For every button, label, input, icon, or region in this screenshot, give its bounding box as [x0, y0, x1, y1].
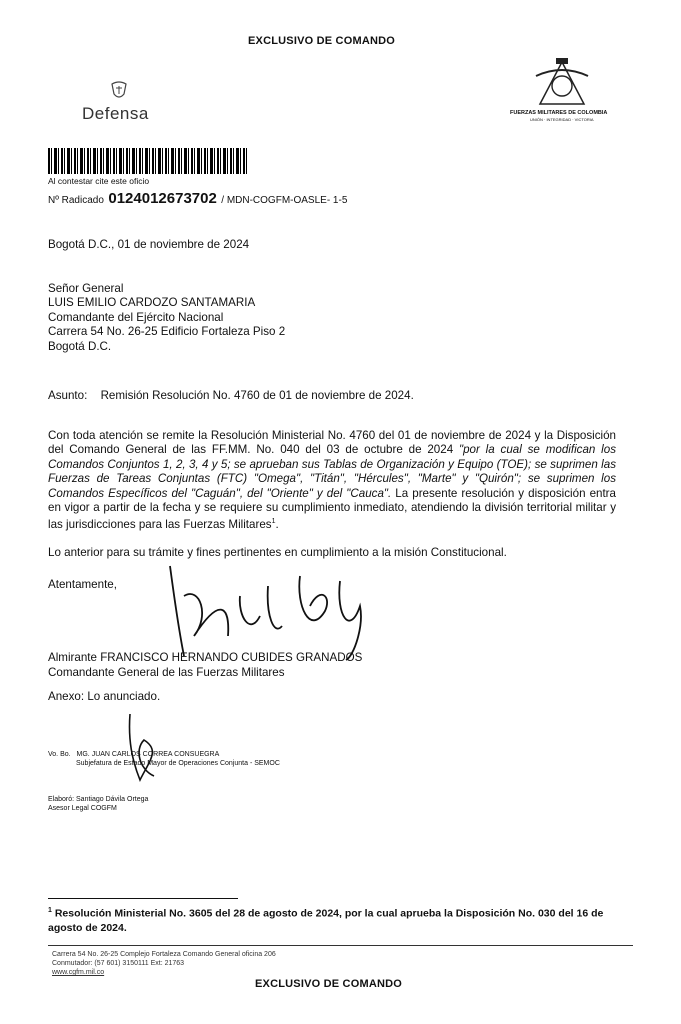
- annex-line: Anexo: Lo anunciado.: [48, 690, 161, 703]
- handwritten-signature: [150, 556, 380, 662]
- footer-contact: [52, 950, 276, 977]
- body-text-a: Con toda atención se remite la Resolución Ministerial No. 4760 del 01 de noviembre de 2024 y la Disposición del Comando General de las FF.MM. No. 040 del 03 de octubre de 2024: [48, 429, 616, 457]
- signer-title: Comandante General de las Fuerzas Militares: [48, 666, 285, 679]
- recipient-address: Carrera 54 No. 26-25 Edificio Fortaleza Piso 2: [48, 325, 286, 339]
- elaboro-title: Asesor Legal COGFM: [48, 805, 117, 812]
- footer-address: Carrera 54 No. 26-25 Complejo Fortaleza Comando General oficina 206: [52, 951, 276, 958]
- body-paragraph-2: Lo anterior para su trámite y fines pertinentes en cumplimiento a la misión Constitucional.: [48, 546, 507, 559]
- radicado-line: [48, 190, 347, 208]
- body-text-b: La presente resolución y disposición entra en vigor a partir de la fecha y se requiere su cumplimiento inmediato, atendiendo la división territorial militar y las jurisdicciones para las Fuerzas Militares: [48, 486, 616, 532]
- vobo-name: MG. JUAN CARLOS CORREA CONSUEGRA: [76, 751, 220, 758]
- body-paragraph-1: [48, 429, 616, 533]
- recipient-name: LUIS EMILIO CARDOZO SANTAMARIA: [48, 296, 256, 310]
- subject-line: [48, 389, 414, 403]
- body-text-italic: "por la cual se modifican los Comandos Conjuntos 1, 2, 3, 4 y 5; se aprueban sus Tablas de Organización y Equipo (TOE); se suprimen las Fuerzas de Tareas Conjuntas (FTC) "Omega", "Titán", "Hércules", "Marte" y "Quirón"; se suprimen los Comandos Específicos del "Caguán", del "Oriente" y del "Cauca".: [48, 443, 616, 500]
- vobo-label: Vo. Bo.: [48, 751, 71, 758]
- recipient-salutation: Señor General: [48, 282, 124, 295]
- barcode: [48, 148, 248, 174]
- subject-text: Remisión Resolución No. 4760 de 01 de noviembre de 2024.: [100, 389, 414, 402]
- footnote: [48, 904, 628, 935]
- elaboro-block: [48, 795, 148, 813]
- classification-footer: EXCLUSIVO DE COMANDO: [255, 978, 403, 990]
- elaboro-name: Elaboró: Santiago Dávila Ortega: [48, 796, 149, 803]
- coat-of-arms-icon: [104, 80, 134, 104]
- radicado-label: Nº Radicado: [48, 195, 104, 206]
- radicado-suffix: / MDN-COGFM-OASLE- 1-5: [221, 195, 348, 206]
- military-forces-emblem-icon: [530, 56, 594, 108]
- closing: Atentamente,: [48, 578, 117, 591]
- footer-phone: Conmutador: (57 601) 3150111 Ext: 21763: [52, 960, 185, 967]
- footnote-ref: 1: [271, 518, 276, 526]
- recipient-city: Bogotá D.C.: [48, 339, 112, 353]
- vobo-title: Subjefatura de Estado Mayor de Operaciones Conjunta - SEMOC: [76, 760, 280, 767]
- date-line: Bogotá D.C., 01 de noviembre de 2024: [48, 238, 250, 251]
- recipient-title: Comandante del Ejército Nacional: [48, 310, 224, 324]
- footnote-text: Resolución Ministerial No. 3605 del 28 de agosto de 2024, por la cual aprueba la Disposición No. 030 del 16 de agosto de 2024.: [48, 907, 604, 934]
- footer-divider: [48, 945, 633, 946]
- footnote-divider: [48, 898, 238, 899]
- forces-motto: UNIÓN · INTEGRIDAD · VICTORIA: [530, 117, 594, 122]
- body-text-end: .: [275, 518, 279, 532]
- forces-logo-text: FUERZAS MILITARES DE COLOMBIA: [510, 110, 608, 116]
- classification-header: EXCLUSIVO DE COMANDO: [248, 35, 396, 47]
- recipient-block: [48, 282, 285, 354]
- footnote-number: 1: [48, 907, 52, 914]
- footer-web[interactable]: www.cgfm.mil.co: [52, 969, 105, 976]
- radicado-number: 0124012673702: [108, 190, 217, 207]
- ministry-logo-text: Defensa: [82, 104, 149, 123]
- cite-note: Al contestar cite este oficio: [48, 176, 150, 186]
- subject-label: Asunto:: [48, 389, 88, 402]
- signer-name: Almirante FRANCISCO HERNANDO CUBIDES GRANADOS: [48, 651, 363, 664]
- vobo-block: [48, 750, 280, 768]
